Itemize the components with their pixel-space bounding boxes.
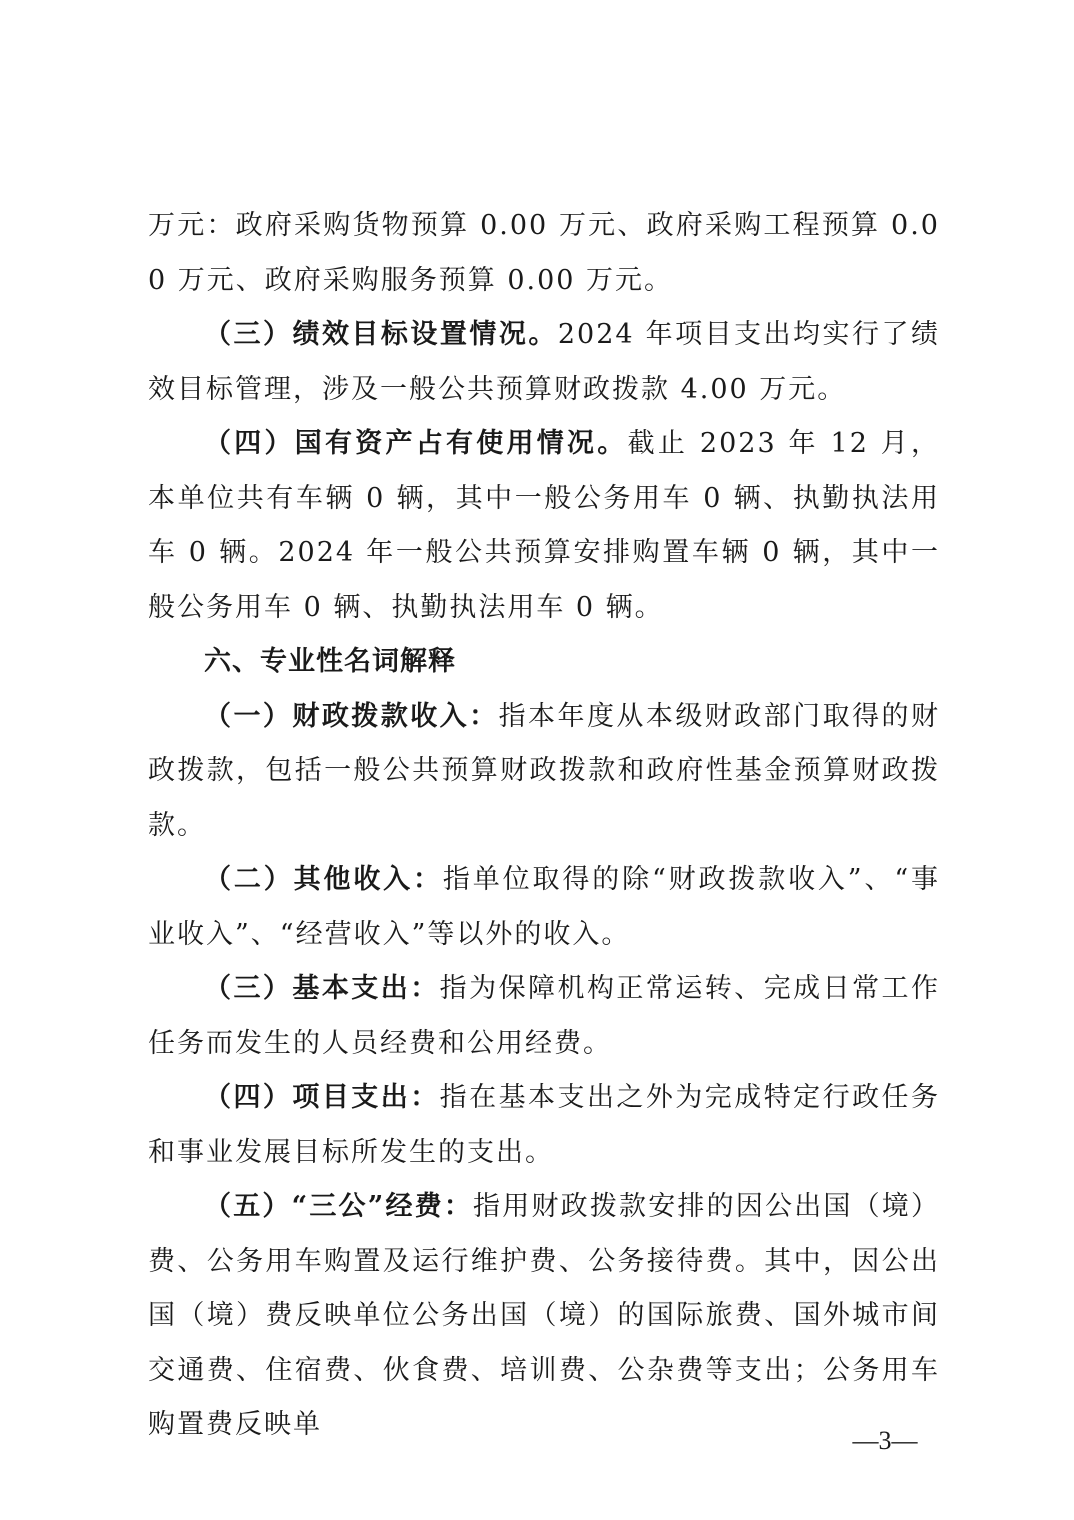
procurement-paragraph: [148, 199, 940, 308]
glossary-definition: 指在基本支出之外为完成特定行政任务和事业发展目标所发生的支出。: [148, 1082, 941, 1168]
glossary-term: （三）基本支出：: [204, 973, 440, 1004]
glossary-term: （五）“三公”经费：: [204, 1191, 474, 1222]
paragraph-lead: （四）国有资产占有使用情况。: [204, 428, 628, 459]
state-assets-paragraph: [148, 417, 940, 635]
performance-goals-paragraph: [148, 308, 940, 417]
glossary-term: （二）其他收入：: [204, 864, 443, 895]
glossary-term: （四）项目支出：: [204, 1082, 440, 1113]
paragraph-text: 万元：政府采购货物预算 0.00 万元、政府采购工程预算 0.00 万元、政府采购服务预算 0.00 万元。: [148, 210, 940, 296]
page-number: —3—: [852, 1426, 918, 1455]
glossary-definition: 指用财政拨款安排的因公出国（境）费、公务用车购置及运行维护费、公务接待费。其中，因公出国（境）费反映单位公务出国（境）的国际旅费、国外城市间交通费、住宿费、伙食费、培训费、公杂费等支出；公务用车购置费反映单: [148, 1191, 941, 1440]
glossary-definition: 指为保障机构正常运转、完成日常工作任务而发生的人员经费和公用经费。: [148, 973, 941, 1059]
paragraph-text: 截止 2023 年 12 月，本单位共有车辆 0 辆，其中一般公务用车 0 辆、执勤执法用车 0 辆。2024 年一般公共预算安排购置车辆 0 辆，其中一般公务用车 0 辆、执勤执法用车 0 辆。: [148, 428, 940, 623]
glossary-term: （一）财政拨款收入：: [204, 700, 499, 732]
glossary-item: [148, 1071, 940, 1180]
paragraph-lead: （三）绩效目标设置情况。: [204, 319, 558, 350]
paragraph-text: 2024 年项目支出均实行了绩效目标管理，涉及一般公共预算财政拨款 4.00 万元。: [148, 319, 941, 405]
glossary-item: [148, 962, 940, 1071]
glossary-definition: 指本年度从本级财政部门取得的财政拨款，包括一般公共预算财政拨款和政府性基金预算财政拨款。: [148, 700, 941, 841]
section-heading: 六、专业性名词解释: [204, 646, 456, 677]
glossary-definition: 指单位取得的除“财政拨款收入”、“事业收入”、“经营收入”等以外的收入。: [148, 864, 940, 950]
glossary-item: [148, 690, 940, 854]
document-body: [148, 199, 940, 1453]
glossary-item: [148, 1180, 940, 1453]
glossary-item: [148, 853, 940, 962]
